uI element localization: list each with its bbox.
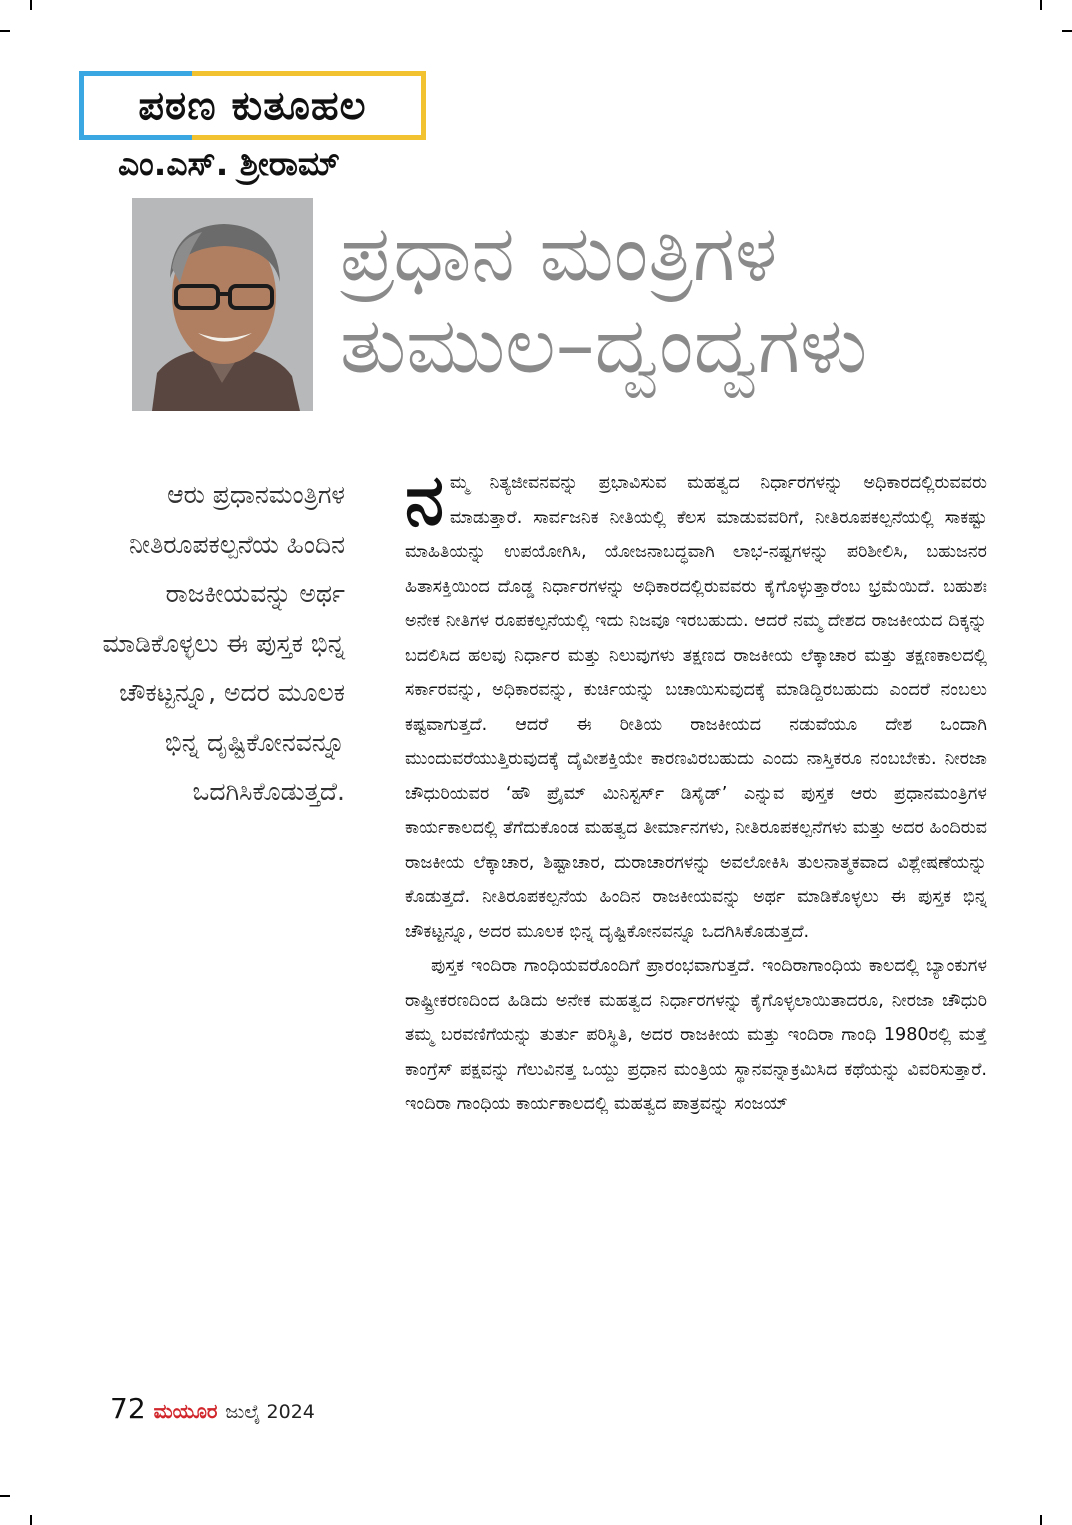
- headline: [340, 208, 1040, 392]
- paragraph-2: ಪುಸ್ತಕ ಇಂದಿರಾ ಗಾಂಧಿಯವರೊಂದಿಗೆ ಪ್ರಾರಂಭವಾಗುತ್ತದೆ. ಇಂದಿರಾಗಾಂಧಿಯ ಕಾಲದಲ್ಲಿ ಬ್ಯಾಂಕುಗಳ ರಾಷ್ಟ್ರೀಕರಣದಿಂದ ಹಿಡಿದು ಅನೇಕ ಮಹತ್ವದ ನಿರ್ಧಾರಗಳನ್ನು ಕೈಗೊಳ್ಳಲಾಯಿತಾದರೂ, ನೀರಜಾ ಚೌಧುರಿ ತಮ್ಮ ಬರವಣಿಗೆಯನ್ನು ತುರ್ತು ಪರಿಸ್ಥಿತಿ, ಅದರ ರಾಜಕೀಯ ಮತ್ತು ಇಂದಿರಾ ಗಾಂಧಿ 1980ರಲ್ಲಿ ಮತ್ತೆ ಕಾಂಗ್ರೆಸ್ ಪಕ್ಷವನ್ನು ಗೆಲುವಿನತ್ತ ಒಯ್ದು ಪ್ರಧಾನ ಮಂತ್ರಿಯ ಸ್ಥಾನವನ್ನಾಕ್ರಮಿಸಿದ ಕಥೆಯನ್ನು ವಿವರಿಸುತ್ತಾರೆ. ಇಂದಿರಾ ಗಾಂಧಿಯ ಕಾರ್ಯಕಾಲದಲ್ಲಿ ಮಹತ್ವದ ಪಾತ್ರವನ್ನು ಸಂಜಯ್: [405, 956, 987, 1114]
- section-label: ಪಠಣ ಕುತೂಹಲ: [138, 82, 367, 129]
- paragraph-1-text: ಮ್ಮ ನಿತ್ಯಜೀವನವನ್ನು ಪ್ರಭಾವಿಸುವ ಮಹತ್ವದ ನಿರ್ಧಾರಗಳನ್ನು ಅಧಿಕಾರದಲ್ಲಿರುವವರು ಮಾಡುತ್ತಾರೆ. ಸಾರ್ವಜನಿಕ ನೀತಿಯಲ್ಲಿ ಕೆಲಸ ಮಾಡುವವರಿಗೆ, ನೀತಿರೂಪಕಲ್ಪನೆಯಲ್ಲಿ ಸಾಕಷ್ಟು ಮಾಹಿತಿಯನ್ನು ಉಪಯೋಗಿಸಿ, ಯೋಜನಾಬದ್ಧವಾಗಿ ಲಾಭ-ನಷ್ಟಗಳನ್ನು ಪರಿಶೀಲಿಸಿ, ಬಹುಜನರ ಹಿತಾಸಕ್ತಿಯಿಂದ ದೊಡ್ಡ ನಿರ್ಧಾರಗಳನ್ನು ಅಧಿಕಾರದಲ್ಲಿರುವವರು ಕೈಗೊಳ್ಳುತ್ತಾರೆಂಬ ಭ್ರಮೆಯಿದೆ. ಬಹುಶಃ ಅನೇಕ ನೀತಿಗಳ ರೂಪಕಲ್ಪನೆಯಲ್ಲಿ ಇದು ನಿಜವೂ ಇರಬಹುದು. ಆದರೆ ನಮ್ಮ ದೇಶದ ರಾಜಕೀಯದ ದಿಕ್ಕನ್ನು ಬದಲಿಸಿದ ಹಲವು ನಿರ್ಧಾರ ಮತ್ತು ನಿಲುವುಗಳು ತಕ್ಷಣದ ರಾಜಕೀಯ ಲೆಕ್ಕಾಚಾರ ಮತ್ತು ತಕ್ಷಣಕಾಲದಲ್ಲಿ ಸರ್ಕಾರವನ್ನು, ಅಧಿಕಾರವನ್ನು, ಕುರ್ಚಿಯನ್ನು ಬಚಾಯಿಸುವುದಕ್ಕೆ ಮಾಡಿದ್ದಿರಬಹುದು ಎಂದರೆ ನಂಬಲು ಕಷ್ಟವಾಗುತ್ತದೆ. ಆದರೆ ಈ ರೀತಿಯ ರಾಜಕೀಯದ ನಡುವೆಯೂ ದೇಶ ಒಂದಾಗಿ ಮುಂದುವರೆಯುತ್ತಿರುವುದಕ್ಕೆ ದೈವೀಶಕ್ತಿಯೇ ಕಾರಣವಿರಬಹುದು ಎಂದು ನಾಸ್ತಿಕರೂ ನಂಬಬೇಕು. ನೀರಜಾ ಚೌಧುರಿಯವರ ‘ಹೌ ಪ್ರೈಮ್ ಮಿನಿಸ್ಟರ್ಸ್ ಡಿಸೈಡ್’ ಎನ್ನುವ ಪುಸ್ತಕ ಆರು ಪ್ರಧಾನಮಂತ್ರಿಗಳ ಕಾರ್ಯಕಾಲದಲ್ಲಿ ತೆಗೆದುಕೊಂಡ ಮಹತ್ವದ ತೀರ್ಮಾನಗಳು, ನೀತಿರೂಪಕಲ್ಪನೆಗಳು ಮತ್ತು ಅದರ ಹಿಂದಿರುವ ರಾಜಕೀಯ ಲೆಕ್ಕಾಚಾರ, ಶಿಷ್ಟಾಚಾರ, ದುರಾಚಾರಗಳನ್ನು ಅವಲೋಕಿಸಿ ತುಲನಾತ್ಮಕವಾದ ವಿಶ್ಲೇಷಣೆಯನ್ನು ಕೊಡುತ್ತದೆ. ನೀತಿರೂಪಕಲ್ಪನೆಯ ಹಿಂದಿನ ರಾಜಕೀಯವನ್ನು ಅರ್ಥ ಮಾಡಿಕೊಳ್ಳಲು ಈ ಪುಸ್ತಕ ಭಿನ್ನ ಚೌಕಟ್ಟನ್ನೂ, ಅದರ ಮೂಲಕ ಭಿನ್ನ ದೃಷ್ಟಿಕೋನವನ್ನೂ ಒದಗಿಸಿಕೊಡುತ್ತದೆ.: [405, 473, 987, 942]
- paragraph-1: [405, 459, 987, 949]
- crop-mark-bottom-left: [30, 1515, 32, 1525]
- author-portrait-icon: [132, 198, 313, 411]
- crop-mark-top-left-h: [0, 30, 10, 32]
- crop-mark-top-right: [1040, 0, 1042, 10]
- page-footer: [110, 1392, 315, 1425]
- magazine-name: ಮಯೂರ: [153, 1399, 218, 1423]
- crop-mark-bottom-left-h: [0, 1495, 10, 1497]
- crop-mark-bottom-right: [1040, 1515, 1042, 1525]
- pull-quote: ಆರು ಪ್ರಧಾನಮಂತ್ರಿಗಳ ನೀತಿರೂಪಕಲ್ಪನೆಯ ಹಿಂದಿನ ರಾಜಕೀಯವನ್ನು ಅರ್ಥ ಮಾಡಿಕೊಳ್ಳಲು ಈ ಪುಸ್ತಕ ಭಿನ್ನ ಚೌಕಟ್ಟನ್ನೂ, ಅದರ ಮೂಲಕ ಭಿನ್ನ ದೃಷ್ಟಿಕೋನವನ್ನೂ ಒದಗಿಸಿಕೊಡುತ್ತದೆ.: [102, 480, 345, 806]
- article-body: [405, 459, 987, 1122]
- crop-mark-top-left: [30, 0, 32, 10]
- headline-line-2: ತುಮುಲ–ದ್ವಂದ್ವಗಳು: [340, 301, 868, 391]
- crop-mark-top-right-h: [1062, 30, 1072, 32]
- drop-cap: ನ: [405, 459, 444, 541]
- author-photo: [132, 198, 313, 411]
- page-number: 72: [110, 1392, 146, 1425]
- headline-line-1: ಪ್ರಧಾನ ಮಂತ್ರಿಗಳ: [340, 209, 778, 299]
- section-header-box: [79, 71, 426, 140]
- author-name: ಎಂ.ಎಸ್. ಶ್ರೀರಾಮ್: [118, 144, 340, 183]
- issue-date: ಜುಲೈ 2024: [225, 1401, 315, 1423]
